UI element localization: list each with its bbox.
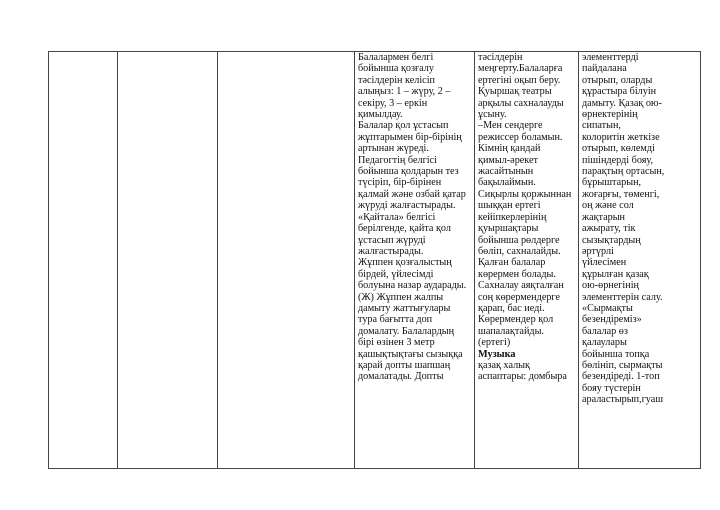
text-line: жоғарғы, төменгі, xyxy=(582,188,660,200)
text-line: бөліп, сахналайды. xyxy=(478,245,561,257)
text-line: шыққан ертегі xyxy=(478,200,541,212)
text-line: Сиқырлы қоржыннан xyxy=(478,188,572,200)
text-line: Кімнің қандай xyxy=(478,143,541,155)
text-line: қазақ халық xyxy=(478,359,530,371)
text-line: бойынша қолдарын тез xyxy=(358,166,459,178)
text-line: (ертегі) xyxy=(478,337,511,349)
text-line: сипатын, xyxy=(582,120,621,132)
text-line: Жұппен қозғалыстың xyxy=(358,257,452,269)
cell-col3 xyxy=(218,52,355,469)
text-line: көрермен болады. xyxy=(478,268,556,280)
text-line: берілгенде, қайта қол xyxy=(358,223,451,235)
table-row xyxy=(49,52,701,469)
text-line: секіру, 3 – еркін xyxy=(358,97,428,109)
text-line: бойынша қозғалу xyxy=(358,63,434,75)
text-line: жұптарымен бір-бірінің xyxy=(358,131,462,143)
text-line: ою-өрнегінің xyxy=(582,280,640,292)
text-line: отырып, оларды xyxy=(582,74,653,86)
text-line: соң көрермендерге xyxy=(478,291,560,303)
text-line: парақтың ортасын, xyxy=(582,166,665,178)
text-line: бірдей, үйлесімді xyxy=(358,268,434,280)
text-line: бірі өзінен 3 метр xyxy=(358,337,435,349)
text-line: бойынша топқа xyxy=(582,348,650,360)
text-line: ажырату, тік xyxy=(582,223,636,235)
text-line: ұстасып жүруді xyxy=(358,234,426,246)
text-line: алыңыз: 1 – жүру, 2 – xyxy=(358,86,451,98)
text-line: дамыту жаттығулары xyxy=(358,302,451,314)
text-line: ұсыну. xyxy=(478,109,507,121)
text-line: құрылған қазақ xyxy=(582,268,649,280)
text-line: шапалақтайды. xyxy=(478,325,544,337)
text-line: домалату. Балалардың xyxy=(358,325,455,337)
cell-col5 xyxy=(475,52,579,469)
text-line: қалмай және озбай қатар xyxy=(358,188,466,200)
text-line: құрастыра білуін xyxy=(582,86,657,98)
text-line: пішіндерді бояу, xyxy=(582,154,654,166)
text-line: элементтерін салу. xyxy=(582,291,663,303)
text-line: Қуыршақ театры xyxy=(478,86,552,98)
text-line: Балалар қол ұстасып xyxy=(358,120,449,132)
cell-col4 xyxy=(355,52,475,469)
text-line: бояу түстерін xyxy=(582,382,641,394)
text-line: дамыту. Қазақ ою- xyxy=(582,97,662,109)
text-line: сызықтардың xyxy=(582,234,641,246)
text-line: жақтарын xyxy=(582,211,625,223)
text-line: қимылдау. xyxy=(358,109,403,121)
text-line: «Сырмақты xyxy=(582,302,633,314)
text-line: араластырып,гуаш xyxy=(582,394,664,406)
text-line: қашықтықтағы сызыққа xyxy=(358,348,463,360)
text-line: үйлесімен xyxy=(582,257,627,269)
text-line: Көрермендер қол xyxy=(478,314,554,326)
text-line: арқылы сахналауды xyxy=(478,97,564,109)
text-line: элементтерді xyxy=(582,52,639,63)
text-line: қарап, бас иеді. xyxy=(478,302,545,314)
text-line: жүруді жалғастырады. xyxy=(358,200,456,212)
text-line: Сахналау аяқталған xyxy=(478,280,564,292)
cell-col6 xyxy=(579,52,701,469)
text-line: бөлініп, сырмақты xyxy=(582,359,663,371)
text-line: өрнектерінің xyxy=(582,109,638,121)
text-line: колоритін жеткізе xyxy=(582,131,660,143)
text-line: Балалармен белгі xyxy=(358,52,434,63)
text-line: балалар өз xyxy=(582,325,628,337)
music-heading: Музыка xyxy=(478,348,516,360)
text-line: аспаптары: домбыра xyxy=(478,371,567,383)
text-line: безендіреді. 1-топ xyxy=(582,371,660,383)
text-line: бұрыштарын, xyxy=(582,177,642,189)
text-line: түсіріп, бір-бірінен xyxy=(358,177,442,189)
text-line: бақылаймын. xyxy=(478,177,536,189)
text-line: қарай допты шапшаң xyxy=(358,359,451,371)
text-line: жасайтынын xyxy=(478,166,534,178)
cell-col2 xyxy=(118,52,218,469)
text-line: қалаулары xyxy=(582,337,627,349)
text-line: безендіреміз» xyxy=(582,314,642,326)
text-line: –Мен сендерге xyxy=(478,120,543,132)
text-line: режиссер боламын. xyxy=(478,131,563,143)
text-line: «Қайтала» белгісі xyxy=(358,211,436,223)
text-line: пайдалана xyxy=(582,63,627,75)
text-line: бойынша рөлдерге xyxy=(478,234,560,246)
text-line: болуына назар аударады. xyxy=(358,280,467,292)
text-line: қимыл-әрекет xyxy=(478,154,538,166)
text-line: Педагогтің белгісі xyxy=(358,154,437,166)
cell-col1 xyxy=(49,52,118,469)
text-line: жалғастырады. xyxy=(358,245,424,257)
text-line: оң және сол xyxy=(582,200,634,212)
text-line: ертегіні оқып беру. xyxy=(478,74,561,86)
text-line: тәсілдерін xyxy=(478,52,523,63)
text-line: (Ж) Жұппен жалпы xyxy=(358,291,444,303)
schedule-table xyxy=(48,51,701,469)
text-line: тәсілдерін келісіп xyxy=(358,74,435,86)
text-line: әртүрлі xyxy=(582,245,614,257)
text-line: тура бағытта доп xyxy=(358,314,433,326)
text-line: домалатады. Допты xyxy=(358,371,444,383)
text-line: Қалған балалар xyxy=(478,257,546,269)
text-line: меңгерту.Балаларға xyxy=(478,63,563,75)
text-line: кейіпкерлерінің xyxy=(478,211,547,223)
text-line: отырып, көлемді xyxy=(582,143,655,155)
text-line: қуыршақтары xyxy=(478,223,539,235)
text-line: артынан жүреді. xyxy=(358,143,429,155)
